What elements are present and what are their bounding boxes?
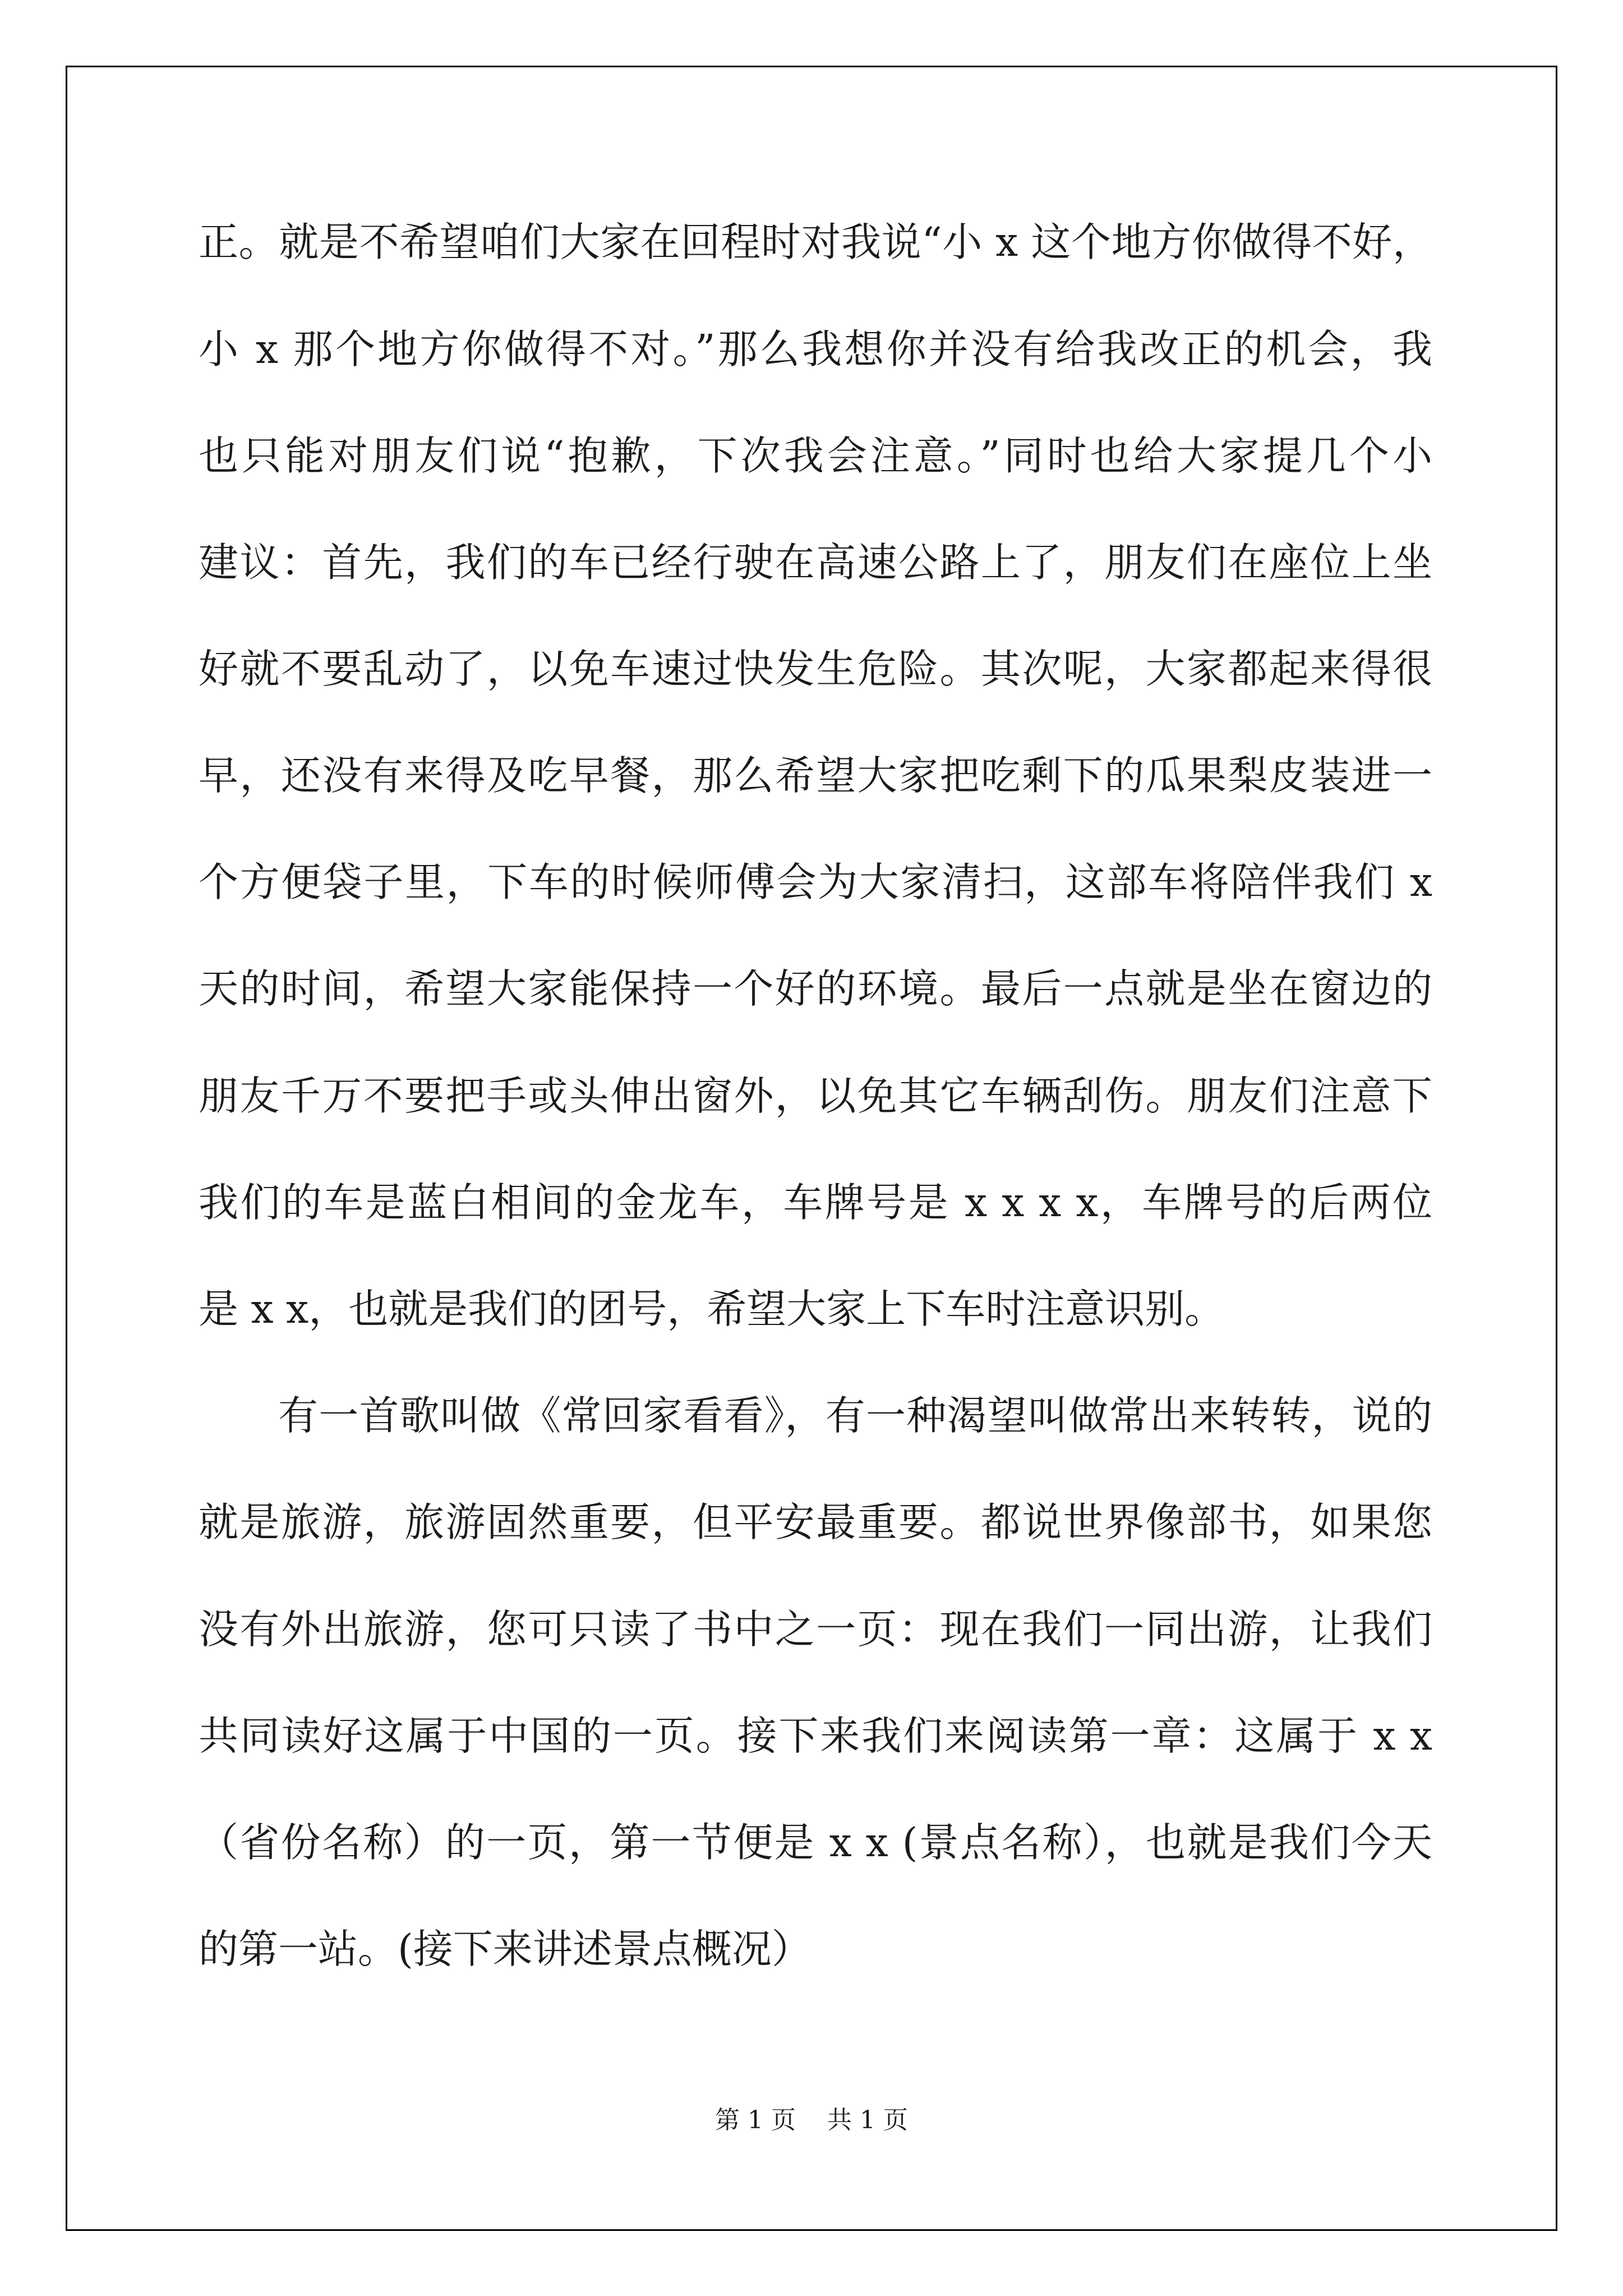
page-footer: 第 1 页 共 1 页 — [715, 2106, 908, 2134]
text-line: 早，还没有来得及吃早餐，那么希望大家把吃剩下的瓜果梨皮装进一 — [199, 752, 1432, 799]
text-line: 正。就是不希望咱们大家在回程时对我说“小 x 这个地方你做得不好， — [199, 219, 1432, 265]
text-line: 天的时间，希望大家能保持一个好的环境。最后一点就是坐在窗边的 — [199, 965, 1432, 1012]
text-line: 有一首歌叫做《常回家看看》，有一种渴望叫做常出来转转，说的 — [278, 1392, 1432, 1439]
text-line: 没有外出旅游，您可只读了书中之一页：现在我们一同出游，让我们 — [199, 1606, 1432, 1653]
text-line: （省份名称）的一页，第一节便是 x x (景点名称），也就是我们今天 — [199, 1819, 1432, 1866]
text-line: 个方便袋子里，下车的时候师傅会为大家清扫，这部车将陪伴我们 x — [199, 859, 1432, 905]
text-line: 也只能对朋友们说“抱歉，下次我会注意。”同时也给大家提几个小 — [199, 432, 1432, 479]
text-line: 共同读好这属于中国的一页。接下来我们来阅读第一章：这属于 x x — [199, 1713, 1432, 1759]
text-line: 好就不要乱动了，以免车速过快发生危险。其次呢，大家都起来得很 — [199, 646, 1432, 692]
text-line: 小 x 那个地方你做得不对。”那么我想你并没有给我改正的机会，我 — [199, 326, 1432, 372]
text-line: 就是旅游，旅游固然重要，但平安最重要。都说世界像部书，如果您 — [199, 1499, 1432, 1545]
text-line: 的第一站。(接下来讲述景点概况） — [199, 1926, 811, 1972]
text-line: 是 x x，也就是我们的团号，希望大家上下车时注意识别。 — [199, 1286, 1225, 1332]
text-line: 朋友千万不要把手或头伸出窗外，以免其它车辆刮伤。朋友们注意下 — [199, 1073, 1432, 1119]
text-line: 我们的车是蓝白相间的金龙车，车牌号是 x x x x，车牌号的后两位 — [199, 1179, 1432, 1226]
page-border — [66, 66, 1557, 2231]
text-line: 建议：首先，我们的车已经行驶在高速公路上了，朋友们在座位上坐 — [199, 539, 1432, 586]
